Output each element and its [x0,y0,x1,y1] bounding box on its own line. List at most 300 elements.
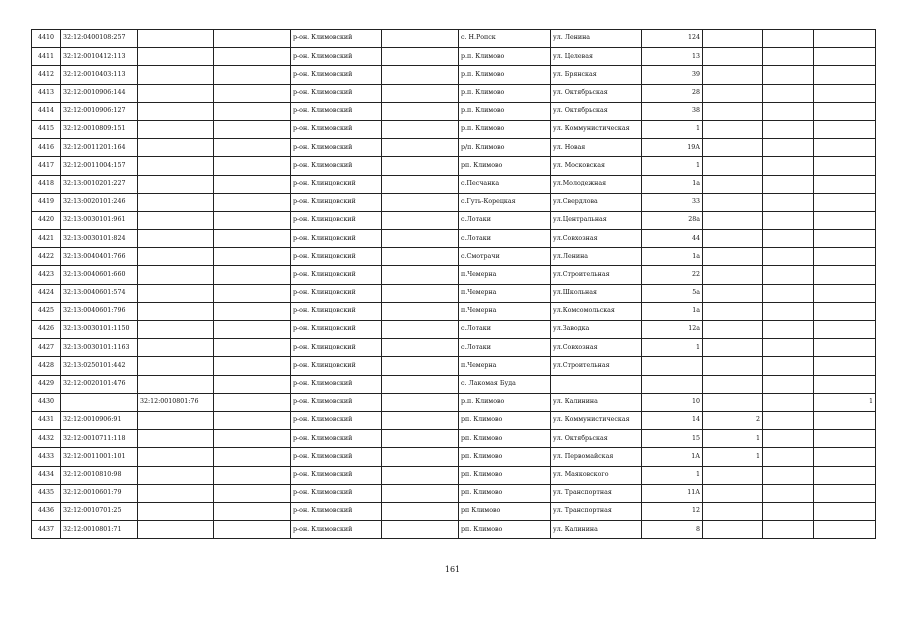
table-cell [763,521,814,539]
table-cell [214,302,291,320]
table-cell: 32:13:0030101:824 [61,230,138,248]
table-cell: 4413 [32,84,61,102]
table-row [32,339,876,357]
table-cell [214,30,291,48]
table-cell [763,120,814,138]
table-cell: 28а [642,211,703,229]
table-cell [382,521,459,539]
table-cell: р-он. Клинцовский [291,175,382,193]
table-cell: ул.Школьная [551,284,642,302]
table-cell: ул.Заводка [551,321,642,339]
table-cell: 28 [642,84,703,102]
table-row [32,120,876,138]
table-cell: ул. Новая [551,139,642,157]
table-cell [61,393,138,411]
table-cell [214,139,291,157]
table-cell: 1а [642,175,703,193]
table-cell [703,157,763,175]
table-cell [814,48,876,66]
table-cell [138,339,214,357]
table-cell [814,484,876,502]
table-cell [138,466,214,484]
table-cell: р-он. Климовский [291,157,382,175]
table-cell [763,339,814,357]
table-cell [763,266,814,284]
table-cell: 4434 [32,466,61,484]
table-cell [642,357,703,375]
table-cell: ул. Маяковского [551,466,642,484]
table-cell: 1 [642,466,703,484]
table-cell [382,102,459,120]
table-row [32,48,876,66]
table-cell: 4423 [32,266,61,284]
table-cell: р-он. Клинцовский [291,321,382,339]
table-cell: 1 [642,157,703,175]
table-cell: 4433 [32,448,61,466]
table-cell: п.Чемерна [459,357,551,375]
table-cell [138,448,214,466]
table-cell: 4418 [32,175,61,193]
table-cell: 12а [642,321,703,339]
table-cell [214,375,291,393]
table-row [32,302,876,320]
table-cell [703,284,763,302]
table-cell: 1а [642,248,703,266]
table-cell: 32:13:0040401:766 [61,248,138,266]
table-cell [138,411,214,429]
table-cell [138,248,214,266]
table-cell: ул. Московская [551,157,642,175]
table-cell [763,48,814,66]
table-cell: 4436 [32,502,61,520]
table-cell [703,357,763,375]
table-cell: ул. Октябрьская [551,102,642,120]
table-row [32,484,876,502]
table-row [32,266,876,284]
table-cell: 4411 [32,48,61,66]
table-cell [138,48,214,66]
table-cell: р-он. Клинцовский [291,266,382,284]
table-cell: ул. Коммунистическая [551,120,642,138]
table-cell: с.Лотаки [459,321,551,339]
table-cell: р-он. Климовский [291,102,382,120]
table-cell: 1 [642,339,703,357]
table-cell [763,157,814,175]
table-cell: р-он. Климовский [291,84,382,102]
table-cell [138,430,214,448]
table-cell [214,484,291,502]
table-cell: р-он. Климовский [291,139,382,157]
table-cell: 32:12:0010403:113 [61,66,138,84]
table-cell: 14 [642,411,703,429]
table-cell: 4421 [32,230,61,248]
table-cell: с.Песчанка [459,175,551,193]
table-cell [138,521,214,539]
table-cell [214,284,291,302]
table-cell: рп. Климово [459,411,551,429]
table-cell [138,284,214,302]
table-cell: р.п. Климово [459,48,551,66]
table-cell [382,284,459,302]
table-cell [763,284,814,302]
table-cell: 4426 [32,321,61,339]
table-row [32,230,876,248]
table-cell: 32:12:0010711:118 [61,430,138,448]
table-cell: 32:13:0040601:660 [61,266,138,284]
table-cell [138,211,214,229]
table-cell: рп. Климово [459,466,551,484]
table-cell: р-он. Климовский [291,375,382,393]
table-cell: ул. Калинина [551,393,642,411]
table-cell [814,84,876,102]
table-cell [703,393,763,411]
table-cell [382,66,459,84]
table-cell [138,175,214,193]
table-cell: п.Чемерна [459,302,551,320]
table-row [32,66,876,84]
table-cell: 32:12:0010809:151 [61,120,138,138]
table-cell [382,175,459,193]
table-cell: 32:12:0400108:257 [61,30,138,48]
table-cell [382,302,459,320]
table-cell [138,266,214,284]
table-cell [214,393,291,411]
table-cell: 10 [642,393,703,411]
table-cell: р-он. Клинцовский [291,230,382,248]
table-cell: 32:12:0010801:76 [138,393,214,411]
table-cell: ул.Совхозная [551,230,642,248]
table-cell [138,357,214,375]
table-cell [763,357,814,375]
table-cell: 32:13:0250101:442 [61,357,138,375]
table-cell [642,375,703,393]
table-cell: 1А [642,448,703,466]
table-cell [214,466,291,484]
table-cell [382,321,459,339]
table-cell [703,466,763,484]
table-cell [763,66,814,84]
table-cell: 32:12:0011001:101 [61,448,138,466]
table-cell: 4429 [32,375,61,393]
table-cell [763,448,814,466]
table-cell [214,84,291,102]
table-cell: 13 [642,48,703,66]
table-row [32,211,876,229]
table-cell: 12 [642,502,703,520]
table-cell [703,502,763,520]
table-cell: 44 [642,230,703,248]
table-cell [138,157,214,175]
table-cell [763,30,814,48]
table-cell [703,230,763,248]
table-cell [814,248,876,266]
table-cell: р.п. Климово [459,66,551,84]
table-cell: ул. Октябрьская [551,430,642,448]
table-cell [703,521,763,539]
table-cell [382,448,459,466]
table-cell [214,157,291,175]
table-cell [703,193,763,211]
table-cell: 32:13:0030101:1163 [61,339,138,357]
table-cell: с. Н.Ропск [459,30,551,48]
table-row [32,30,876,48]
table-cell [214,175,291,193]
table-cell [214,230,291,248]
table-row [32,284,876,302]
table-cell: 39 [642,66,703,84]
table-cell: 32:12:0010601:79 [61,484,138,502]
table-cell [814,466,876,484]
registry-table [31,29,876,539]
table-cell: р-он. Климовский [291,120,382,138]
table-cell: ул. Брянская [551,66,642,84]
table-cell [763,375,814,393]
table-cell: с. Лакомая Буда [459,375,551,393]
table-row [32,375,876,393]
table-cell: 4419 [32,193,61,211]
table-cell [382,430,459,448]
table-cell: 22 [642,266,703,284]
table-body [32,30,876,539]
table-cell [814,175,876,193]
table-cell [763,211,814,229]
table-cell [703,339,763,357]
table-cell: 32:12:0010906:144 [61,84,138,102]
table-cell: 124 [642,30,703,48]
table-cell [703,211,763,229]
table-cell [763,411,814,429]
table-cell [138,139,214,157]
table-cell: рп. Климово [459,448,551,466]
table-cell: 32:12:0010906:127 [61,102,138,120]
table-cell [703,139,763,157]
table-cell [138,30,214,48]
table-cell [763,193,814,211]
table-cell [138,302,214,320]
table-cell [814,230,876,248]
table-cell [814,448,876,466]
table-cell [382,48,459,66]
table-cell [551,375,642,393]
table-cell: р-он. Климовский [291,411,382,429]
table-cell [382,139,459,157]
table-cell [814,102,876,120]
table-cell: рп. Климово [459,521,551,539]
table-row [32,448,876,466]
table-cell [214,448,291,466]
table-cell: 4417 [32,157,61,175]
table-cell: ул.Комсомольская [551,302,642,320]
table-cell: 2 [703,411,763,429]
table-cell [814,66,876,84]
table-row [32,466,876,484]
table-cell: рп. Климово [459,157,551,175]
table-cell: 32:13:0040601:796 [61,302,138,320]
table-cell [814,502,876,520]
table-cell: ул.Строительная [551,357,642,375]
table-cell: р-он. Климовский [291,448,382,466]
table-cell: ул. Октябрьская [551,84,642,102]
table-cell: р-он. Климовский [291,466,382,484]
table-cell: ул.Совхозная [551,339,642,357]
table-cell [814,321,876,339]
table-cell: 32:12:0011004:157 [61,157,138,175]
table-cell [382,357,459,375]
table-cell [703,48,763,66]
table-cell [814,521,876,539]
table-cell: р.п. Климово [459,120,551,138]
table-cell [814,30,876,48]
table-cell: рп. Климово [459,430,551,448]
table-cell [382,120,459,138]
table-cell: р-он. Климовский [291,430,382,448]
table-row [32,321,876,339]
table-cell: ул.Центральная [551,211,642,229]
table-cell [703,84,763,102]
table-cell [214,211,291,229]
table-cell [382,266,459,284]
table-cell: р-он. Климовский [291,521,382,539]
table-cell [763,139,814,157]
table-cell: р-он. Клинцовский [291,357,382,375]
table-cell: 1 [703,448,763,466]
table-cell: 5а [642,284,703,302]
table-cell: 15 [642,430,703,448]
table-cell [814,375,876,393]
table-cell [138,321,214,339]
table-cell: 4414 [32,102,61,120]
table-cell [382,339,459,357]
table-cell: п.Чемерна [459,284,551,302]
table-cell: ул. Первомайская [551,448,642,466]
table-cell: ул.Свердлова [551,193,642,211]
table-cell [138,375,214,393]
table-cell [138,230,214,248]
table-cell [214,266,291,284]
table-row [32,139,876,157]
table-cell [214,102,291,120]
table-cell [814,266,876,284]
table-cell [138,102,214,120]
table-cell: ул.Строительная [551,266,642,284]
table-cell [214,248,291,266]
table-cell: р-он. Климовский [291,502,382,520]
table-cell [138,484,214,502]
table-cell [703,120,763,138]
table-cell: 32:12:0010701:25 [61,502,138,520]
table-row [32,393,876,411]
table-cell [814,193,876,211]
table-cell: р-он. Клинцовский [291,193,382,211]
table-row [32,102,876,120]
table-cell [382,466,459,484]
table-cell [382,30,459,48]
table-cell: 4416 [32,139,61,157]
table-cell: 4427 [32,339,61,357]
table-row [32,502,876,520]
table-cell: рп Климово [459,502,551,520]
table-cell: 32:12:0010906:91 [61,411,138,429]
table-cell: 1а [642,302,703,320]
table-cell [703,484,763,502]
table-cell: ул. Транспортная [551,502,642,520]
table-cell [382,84,459,102]
table-cell [814,139,876,157]
table-cell [814,357,876,375]
table-cell: р-он. Клинцовский [291,339,382,357]
table-cell [703,66,763,84]
table-cell: ул. Транспортная [551,484,642,502]
table-cell: р-он. Клинцовский [291,284,382,302]
table-cell [382,230,459,248]
table-cell [763,484,814,502]
table-row [32,175,876,193]
table-cell: р-он. Климовский [291,66,382,84]
table-cell [138,120,214,138]
table-cell: 4410 [32,30,61,48]
table-cell [214,120,291,138]
table-cell [763,175,814,193]
table-cell: с.Лотаки [459,211,551,229]
table-cell [138,84,214,102]
table-cell [814,284,876,302]
table-cell [814,339,876,357]
table-row [32,84,876,102]
table-cell: 4430 [32,393,61,411]
table-cell [814,302,876,320]
table-cell [763,230,814,248]
table-cell [382,393,459,411]
table-row [32,248,876,266]
table-cell [382,157,459,175]
table-cell: 32:13:0020101:246 [61,193,138,211]
table-cell: 32:12:0010412:113 [61,48,138,66]
table-cell [703,321,763,339]
table-cell: 19А [642,139,703,157]
table-cell [214,339,291,357]
table-cell: р.п. Климово [459,102,551,120]
table-cell [382,211,459,229]
table-cell: 11А [642,484,703,502]
table-cell: ул.Молодежная [551,175,642,193]
table-cell: р.п. Климово [459,84,551,102]
table-cell: 4412 [32,66,61,84]
table-cell: 32:13:0010201:227 [61,175,138,193]
table-cell [703,266,763,284]
table-cell [763,102,814,120]
table-row [32,411,876,429]
table-cell: 4428 [32,357,61,375]
table-cell [703,375,763,393]
table-cell [138,502,214,520]
table-cell [214,321,291,339]
table-cell: 32:13:0030101:1150 [61,321,138,339]
table-cell [382,248,459,266]
table-cell [138,193,214,211]
table-cell [382,375,459,393]
table-cell: с.Смотрачи [459,248,551,266]
table-cell [814,211,876,229]
table-cell: с.Лотаки [459,230,551,248]
table-cell: 4432 [32,430,61,448]
table-cell [763,502,814,520]
table-cell: р-он. Климовский [291,393,382,411]
table-cell [763,321,814,339]
table-cell: 4424 [32,284,61,302]
table-cell [814,120,876,138]
table-cell: ул.Ленина [551,248,642,266]
table-cell: 32:13:0040601:574 [61,284,138,302]
